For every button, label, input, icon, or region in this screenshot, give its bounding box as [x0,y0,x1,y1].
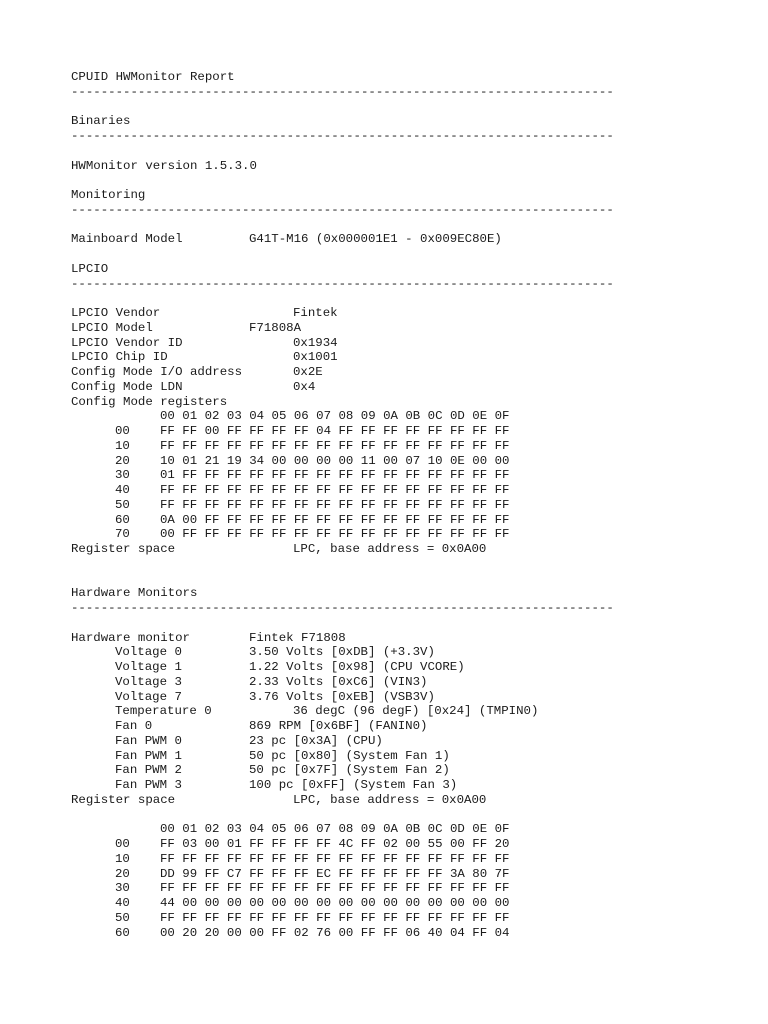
separator: ------------------------------------------------------------------------- [71,129,614,143]
section-monitoring-heading: Monitoring [71,188,146,202]
mainboard-row [71,232,761,247]
register-row-bytes: FF FF FF FF FF FF FF FF FF FF FF FF FF FF FF FF [160,881,510,896]
config-registers-label: Config Mode registers [71,394,228,409]
spacer [71,291,761,306]
lpcio-register-row [71,513,761,528]
register-row-address: 60 [115,512,130,527]
hw-register-row [71,852,761,867]
register-row-bytes: 00 20 20 00 00 FF 02 76 00 FF FF 06 40 04 FF 04 [160,925,510,940]
sensor-value: 869 RPM [0x6BF] (FANIN0) [249,719,428,733]
register-row-bytes: 0A 00 FF FF FF FF FF FF FF FF FF FF FF FF FF FF [160,512,510,527]
register-row-address: 40 [115,896,130,910]
sensor-value: 1.22 Volts [0x98] (CPU VCORE) [249,660,465,674]
sensor-value: 3.76 Volts [0xEB] (VSB3V) [249,689,435,704]
spacer [71,808,761,823]
lpcio-chip-id-row [71,350,761,365]
sensor-key: Fan PWM 2 [115,763,182,778]
config-io-address-row [71,365,761,380]
sensor-row [71,719,761,734]
register-row-address: 20 [115,453,130,468]
separator: ------------------------------------------------------------------------- [71,84,614,99]
report-document [71,70,761,940]
sensor-value: 3.50 Volts [0xDB] (+3.3V) [249,645,435,660]
lpcio-vendor-key: LPCIO Vendor [71,306,161,320]
sensor-row [71,778,761,793]
config-ldn-value: 0x4 [293,379,316,394]
register-column-header: 00 01 02 03 04 05 06 07 08 09 0A 0B 0C 0D 0E 0F [160,822,510,837]
lpcio-chip-id-key: LPCIO Chip ID [71,350,168,365]
section-binaries-heading: Binaries [71,114,131,129]
sensor-key: Voltage 3 [115,674,182,689]
hw-register-row [71,926,761,941]
lpcio-vendor-id-value: 0x1934 [293,335,338,350]
hardware-monitor-row [71,631,761,646]
separator: ------------------------------------------------------------------------- [71,601,614,615]
register-row-address: 30 [115,881,130,896]
register-row-address: 20 [115,866,130,881]
config-ldn-row [71,380,761,395]
lpcio-vendor-id-row [71,336,761,351]
register-row-bytes: FF FF FF FF FF FF FF FF FF FF FF FF FF FF FF FF [160,851,510,866]
hardware-monitor-value: Fintek F71808 [249,630,346,645]
lpcio-model-key: LPCIO Model [71,320,153,335]
spacer [71,247,761,262]
hw-register-header [71,822,761,837]
spacer [71,144,761,159]
sensor-key: Voltage 7 [115,689,182,704]
sensor-value: 23 pc [0x3A] (CPU) [249,733,383,748]
hw-register-row [71,867,761,882]
sensor-row [71,660,761,675]
mainboard-value: G41T-M16 (0x000001E1 - 0x009EC80E) [249,232,502,247]
spacer [71,218,761,233]
config-ldn-key: Config Mode LDN [71,379,183,394]
hardware-monitor-key: Hardware monitor [71,630,190,645]
sensor-key: Fan PWM 0 [115,733,182,748]
lpcio-register-space-row [71,542,761,557]
lpcio-register-row [71,527,761,542]
register-row-address: 40 [115,483,130,497]
config-io-address-value: 0x2E [293,365,323,379]
register-row-bytes: 01 FF FF FF FF FF FF FF FF FF FF FF FF FF FF FF [160,468,510,483]
register-row-bytes: FF FF 00 FF FF FF FF 04 FF FF FF FF FF FF FF FF [160,424,510,438]
lpcio-register-row [71,454,761,469]
register-row-bytes: 10 01 21 19 34 00 00 00 00 11 00 07 10 0E 00 00 [160,453,510,468]
sensor-value: 2.33 Volts [0xC6] (VIN3) [249,674,428,689]
register-row-bytes: FF FF FF FF FF FF FF FF FF FF FF FF FF FF FF FF [160,438,510,453]
spacer [71,100,761,115]
sensor-value: 100 pc [0xFF] (System Fan 3) [249,778,458,792]
register-space-key: Register space [71,792,176,807]
register-row-address: 00 [115,837,130,851]
lpcio-register-row [71,439,761,454]
lpcio-vendor-value: Fintek [293,306,338,320]
register-row-address: 50 [115,497,130,512]
spacer [71,616,761,631]
hw-register-row [71,896,761,911]
hw-register-row [71,837,761,852]
register-row-address: 10 [115,438,130,453]
sensor-row [71,734,761,749]
register-row-address: 50 [115,910,130,925]
config-io-address-key: Config Mode I/O address [71,365,243,379]
register-row-address: 10 [115,851,130,866]
sensor-row [71,645,761,660]
lpcio-register-row [71,468,761,483]
sensor-row [71,690,761,705]
lpcio-vendor-id-key: LPCIO Vendor ID [71,335,183,350]
hw-register-row [71,881,761,896]
sensor-value: 50 pc [0x80] (System Fan 1) [249,748,450,763]
register-space-value: LPC, base address = 0x0A00 [293,792,487,807]
lpcio-vendor-row [71,306,761,321]
spacer [71,572,761,587]
hw-register-space-row [71,793,761,808]
register-row-address: 30 [115,468,130,483]
lpcio-model-row [71,321,761,336]
register-row-address: 60 [115,925,130,940]
temperature-value: 36 degC (96 degF) [0x24] (TMPIN0) [293,704,539,719]
register-space-value: LPC, base address = 0x0A00 [293,542,487,556]
hw-register-row [71,911,761,926]
register-row-address: 00 [115,424,130,438]
lpcio-register-row [71,483,761,498]
section-hardware-monitors-heading: Hardware Monitors [71,586,198,601]
register-row-bytes: 00 FF FF FF FF FF FF FF FF FF FF FF FF FF FF FF [160,527,510,542]
lpcio-chip-id-value: 0x1001 [293,350,338,365]
temperature-row [71,704,761,719]
sensor-value: 50 pc [0x7F] (System Fan 2) [249,763,450,778]
register-row-bytes: DD 99 FF C7 FF FF FF EC FF FF FF FF FF 3A 80 7F [160,866,510,881]
sensor-row [71,675,761,690]
register-column-header: 00 01 02 03 04 05 06 07 08 09 0A 0B 0C 0D 0E 0F [160,409,510,424]
section-lpcio-heading: LPCIO [71,261,109,276]
separator: ------------------------------------------------------------------------- [71,276,614,291]
lpcio-register-header [71,409,761,424]
sensor-key: Fan 0 [115,719,153,733]
sensor-row [71,749,761,764]
sensor-key: Fan PWM 3 [115,778,182,792]
sensor-row [71,763,761,778]
mainboard-key: Mainboard Model [71,232,183,247]
separator: ------------------------------------------------------------------------- [71,202,614,217]
spacer [71,557,761,572]
register-space-key: Register space [71,542,176,556]
sensor-key: Voltage 0 [115,645,182,660]
spacer [71,173,761,188]
register-row-address: 70 [115,527,130,542]
register-row-bytes: FF FF FF FF FF FF FF FF FF FF FF FF FF FF FF FF [160,910,510,925]
register-row-bytes: FF 03 00 01 FF FF FF FF 4C FF 02 00 55 00 FF 20 [160,837,510,851]
report-title: CPUID HWMonitor Report [71,70,235,84]
lpcio-register-row [71,424,761,439]
sensor-key: Voltage 1 [115,660,182,674]
temperature-key: Temperature 0 [115,704,212,719]
register-row-bytes: FF FF FF FF FF FF FF FF FF FF FF FF FF FF FF FF [160,483,510,497]
lpcio-model-value: F71808A [249,320,302,335]
lpcio-register-row [71,498,761,513]
register-row-bytes: 44 00 00 00 00 00 00 00 00 00 00 00 00 00 00 00 [160,896,510,910]
sensor-key: Fan PWM 1 [115,748,182,763]
register-row-bytes: FF FF FF FF FF FF FF FF FF FF FF FF FF FF FF FF [160,497,510,512]
version-line: HWMonitor version 1.5.3.0 [71,158,257,173]
